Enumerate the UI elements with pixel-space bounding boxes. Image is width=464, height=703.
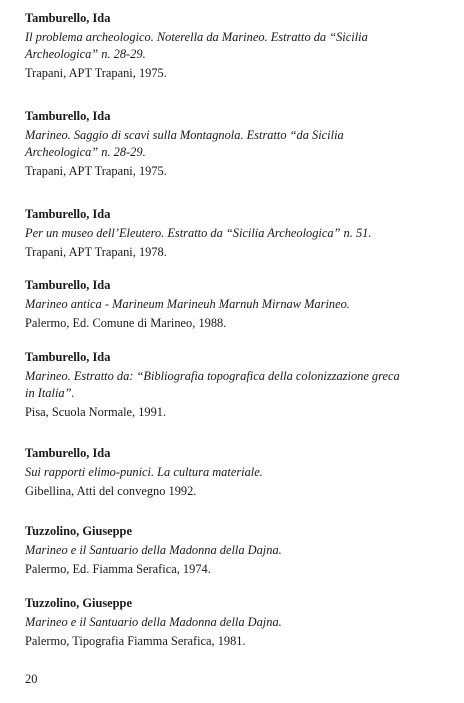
bibliography-entry — [25, 349, 453, 421]
entry-author: Tamburello, Ida — [25, 350, 111, 364]
entry-title-line: Marineo. Saggio di scavi sulla Montagnola. Estratto “da Sicilia — [25, 128, 344, 142]
entry-author: Tuzzolino, Giuseppe — [25, 596, 132, 610]
entry-title-line: Sui rapporti elimo-punici. La cultura materiale. — [25, 465, 263, 479]
entry-title-line: Marineo e il Santuario della Madonna della Dajna. — [25, 615, 282, 629]
entry-author: Tuzzolino, Giuseppe — [25, 524, 132, 538]
entry-publication: Gibellina, Atti del convegno 1992. — [25, 484, 197, 498]
entry-title-line: Archeologica” n. 28-29. — [25, 145, 146, 159]
bibliography-entry — [25, 10, 453, 82]
entry-author: Tamburello, Ida — [25, 278, 111, 292]
entry-author: Tamburello, Ida — [25, 446, 111, 460]
entry-title-line: in Italia”. — [25, 386, 75, 400]
entry-title-line: Marineo. Estratto da: “Bibliografia topografica della colonizzazione greca — [25, 369, 400, 383]
entry-publication: Palermo, Tipografia Fiamma Serafica, 1981. — [25, 634, 246, 648]
entry-publication: Trapani, APT Trapani, 1978. — [25, 245, 167, 259]
entry-title-line: Per un museo dell’Eleutero. Estratto da “Sicilia Archeologica” n. 51. — [25, 226, 372, 240]
entry-publication: Trapani, APT Trapani, 1975. — [25, 66, 167, 80]
entry-author: Tamburello, Ida — [25, 109, 111, 123]
entry-title-line: Archeologica” n. 28-29. — [25, 47, 146, 61]
entry-title-line: Il problema archeologico. Noterella da Marineo. Estratto da “Sicilia — [25, 30, 368, 44]
entry-author: Tamburello, Ida — [25, 11, 111, 25]
entry-publication: Palermo, Ed. Fiamma Serafica, 1974. — [25, 562, 211, 576]
bibliography-entry — [25, 277, 453, 332]
entry-publication: Trapani, APT Trapani, 1975. — [25, 164, 167, 178]
bibliography-entry — [25, 595, 453, 650]
bibliography-entry — [25, 445, 453, 500]
entry-author: Tamburello, Ida — [25, 207, 111, 221]
entry-publication: Pisa, Scuola Normale, 1991. — [25, 405, 167, 419]
bibliography-entry — [25, 523, 453, 578]
entry-publication: Palermo, Ed. Comune di Marineo, 1988. — [25, 316, 227, 330]
bibliography-entry — [25, 206, 453, 261]
entry-title-line: Marineo e il Santuario della Madonna della Dajna. — [25, 543, 282, 557]
bibliography-page — [25, 0, 453, 703]
page-number: 20 — [25, 672, 38, 686]
bibliography-entry — [25, 108, 453, 180]
entry-title-line: Marineo antica - Marineum Marineuh Marnuh Mirnaw Marineo. — [25, 297, 350, 311]
